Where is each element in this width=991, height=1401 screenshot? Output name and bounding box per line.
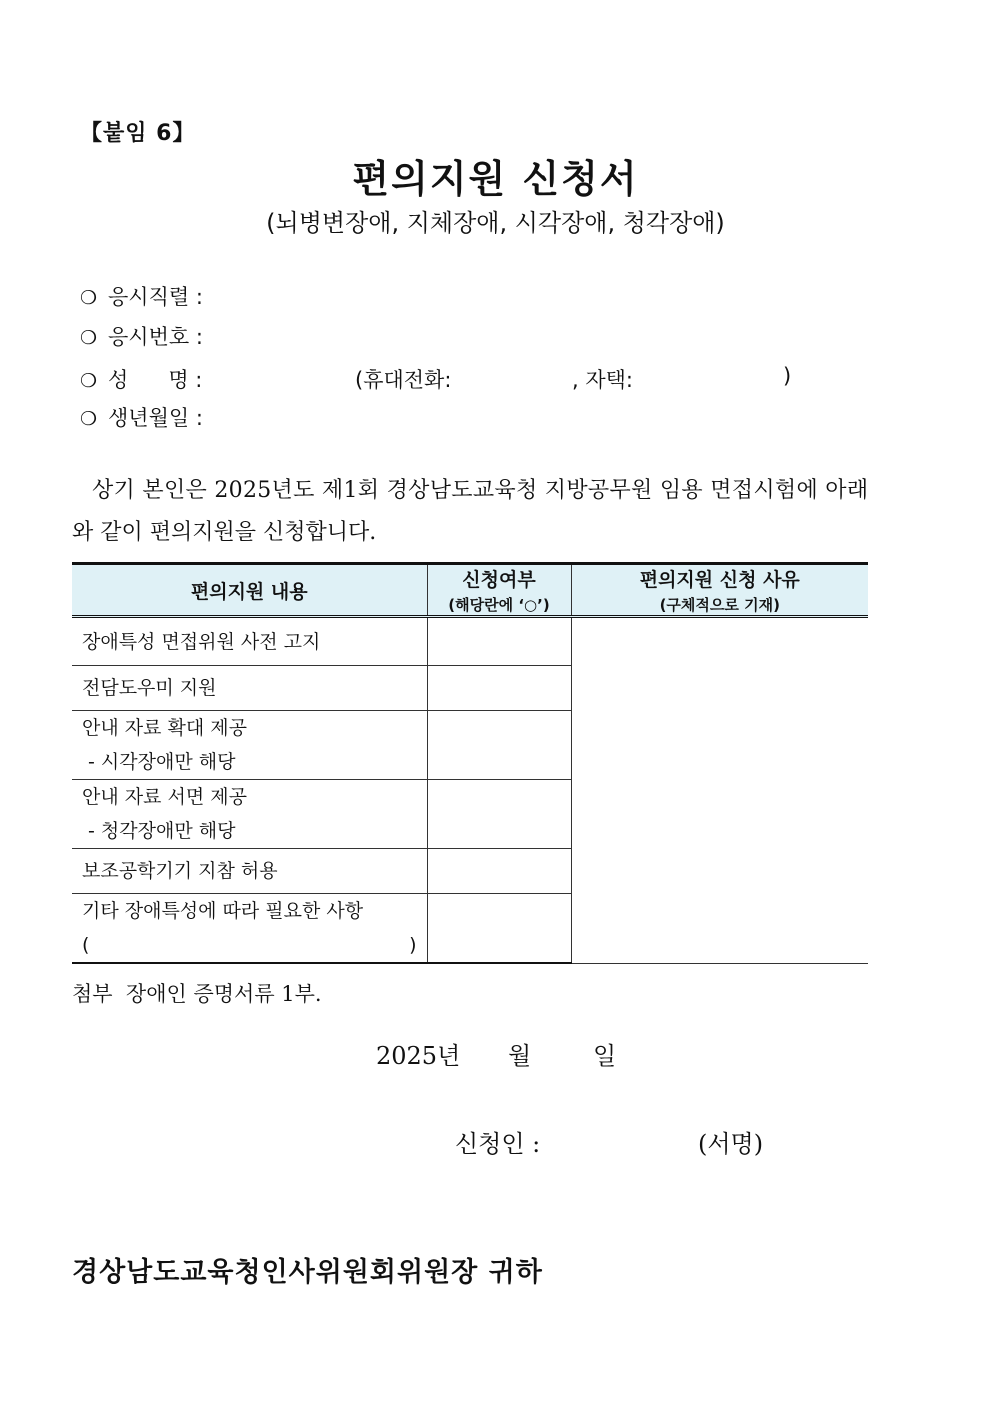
attachment-note: 첨부 장애인 증명서류 1부. [72,982,322,1006]
field-home-label: , 자택: [572,368,633,392]
table-row [72,617,868,666]
other-paren-open: ( [82,934,90,956]
header-reason [571,564,868,617]
document-title: 편의지원 신청서 [352,157,639,201]
field-close-paren: ) [783,364,792,388]
row-content: 보조공학기기 지참 허용 [72,849,427,894]
field-name [80,364,202,394]
signature-label: (서명) [698,1130,764,1158]
field-birthdate [80,402,203,432]
row-content-line2 [82,928,417,962]
field-birthdate-label: 생년월일 : [108,406,203,430]
row-content-line2: - 청각장애만 해당 [82,820,236,842]
row-content-line1: 기타 장애특성에 따라 필요한 사항 [82,900,364,922]
attachment-label: 【붙임 6】 [80,121,196,146]
header-reason-label: 편의지원 신청 사유 [639,569,800,591]
row-content-line1: 안내 자료 서면 제공 [82,786,247,808]
date-day: 일 [593,1042,617,1070]
statement-paragraph [72,470,920,554]
statement-line1: 상기 본인은 2025년도 제1회 경상남도교육청 지방공무원 임용 면접시험에 아래 [92,478,869,503]
header-apply [427,564,571,617]
field-position-label: 응시직렬 : [108,285,203,309]
apply-cell[interactable] [427,711,571,780]
row-content [72,711,427,780]
row-content: 장애특성 면접위원 사전 고지 [72,617,427,666]
table-header-row [72,564,868,617]
field-exam-number-label: 응시번호 : [108,325,203,349]
date-month: 월 [508,1042,532,1070]
field-exam-number [80,321,203,351]
other-paren-close: ) [409,934,417,956]
bullet-icon: ❍ [80,327,98,349]
date-year: 2025년 [376,1042,461,1070]
header-apply-label: 신청여부 [462,569,536,591]
field-phone-label: (휴대전화: [355,368,452,392]
bullet-icon: ❍ [80,370,98,392]
addressee: 경상남도교육청인사위원회위원장 귀하 [72,1257,543,1288]
row-content-line1: 안내 자료 확대 제공 [82,717,247,739]
field-position [80,281,203,311]
apply-cell[interactable] [427,849,571,894]
apply-cell[interactable] [427,894,571,964]
header-reason-note: (구체적으로 기재) [659,596,780,614]
apply-cell[interactable] [427,666,571,711]
row-content: 전담도우미 지원 [72,666,427,711]
document-subtitle: (뇌병변장애, 지체장애, 시각장애, 청각장애) [266,209,725,237]
statement-line2: 와 같이 편의지원을 신청합니다. [72,520,377,545]
apply-cell[interactable] [427,617,571,666]
apply-cell[interactable] [427,780,571,849]
bullet-icon: ❍ [80,287,98,309]
support-table [72,562,868,964]
header-apply-note: (해당란에 ‘○’) [448,596,550,614]
bullet-icon: ❍ [80,408,98,430]
reason-cell[interactable] [571,617,868,964]
row-content-line2: - 시각장애만 해당 [82,751,236,773]
applicant-label: 신청인 : [455,1130,541,1158]
field-name-label: 성 명 : [108,368,203,392]
header-content: 편의지원 내용 [72,564,427,617]
row-content [72,780,427,849]
row-content [72,894,427,964]
